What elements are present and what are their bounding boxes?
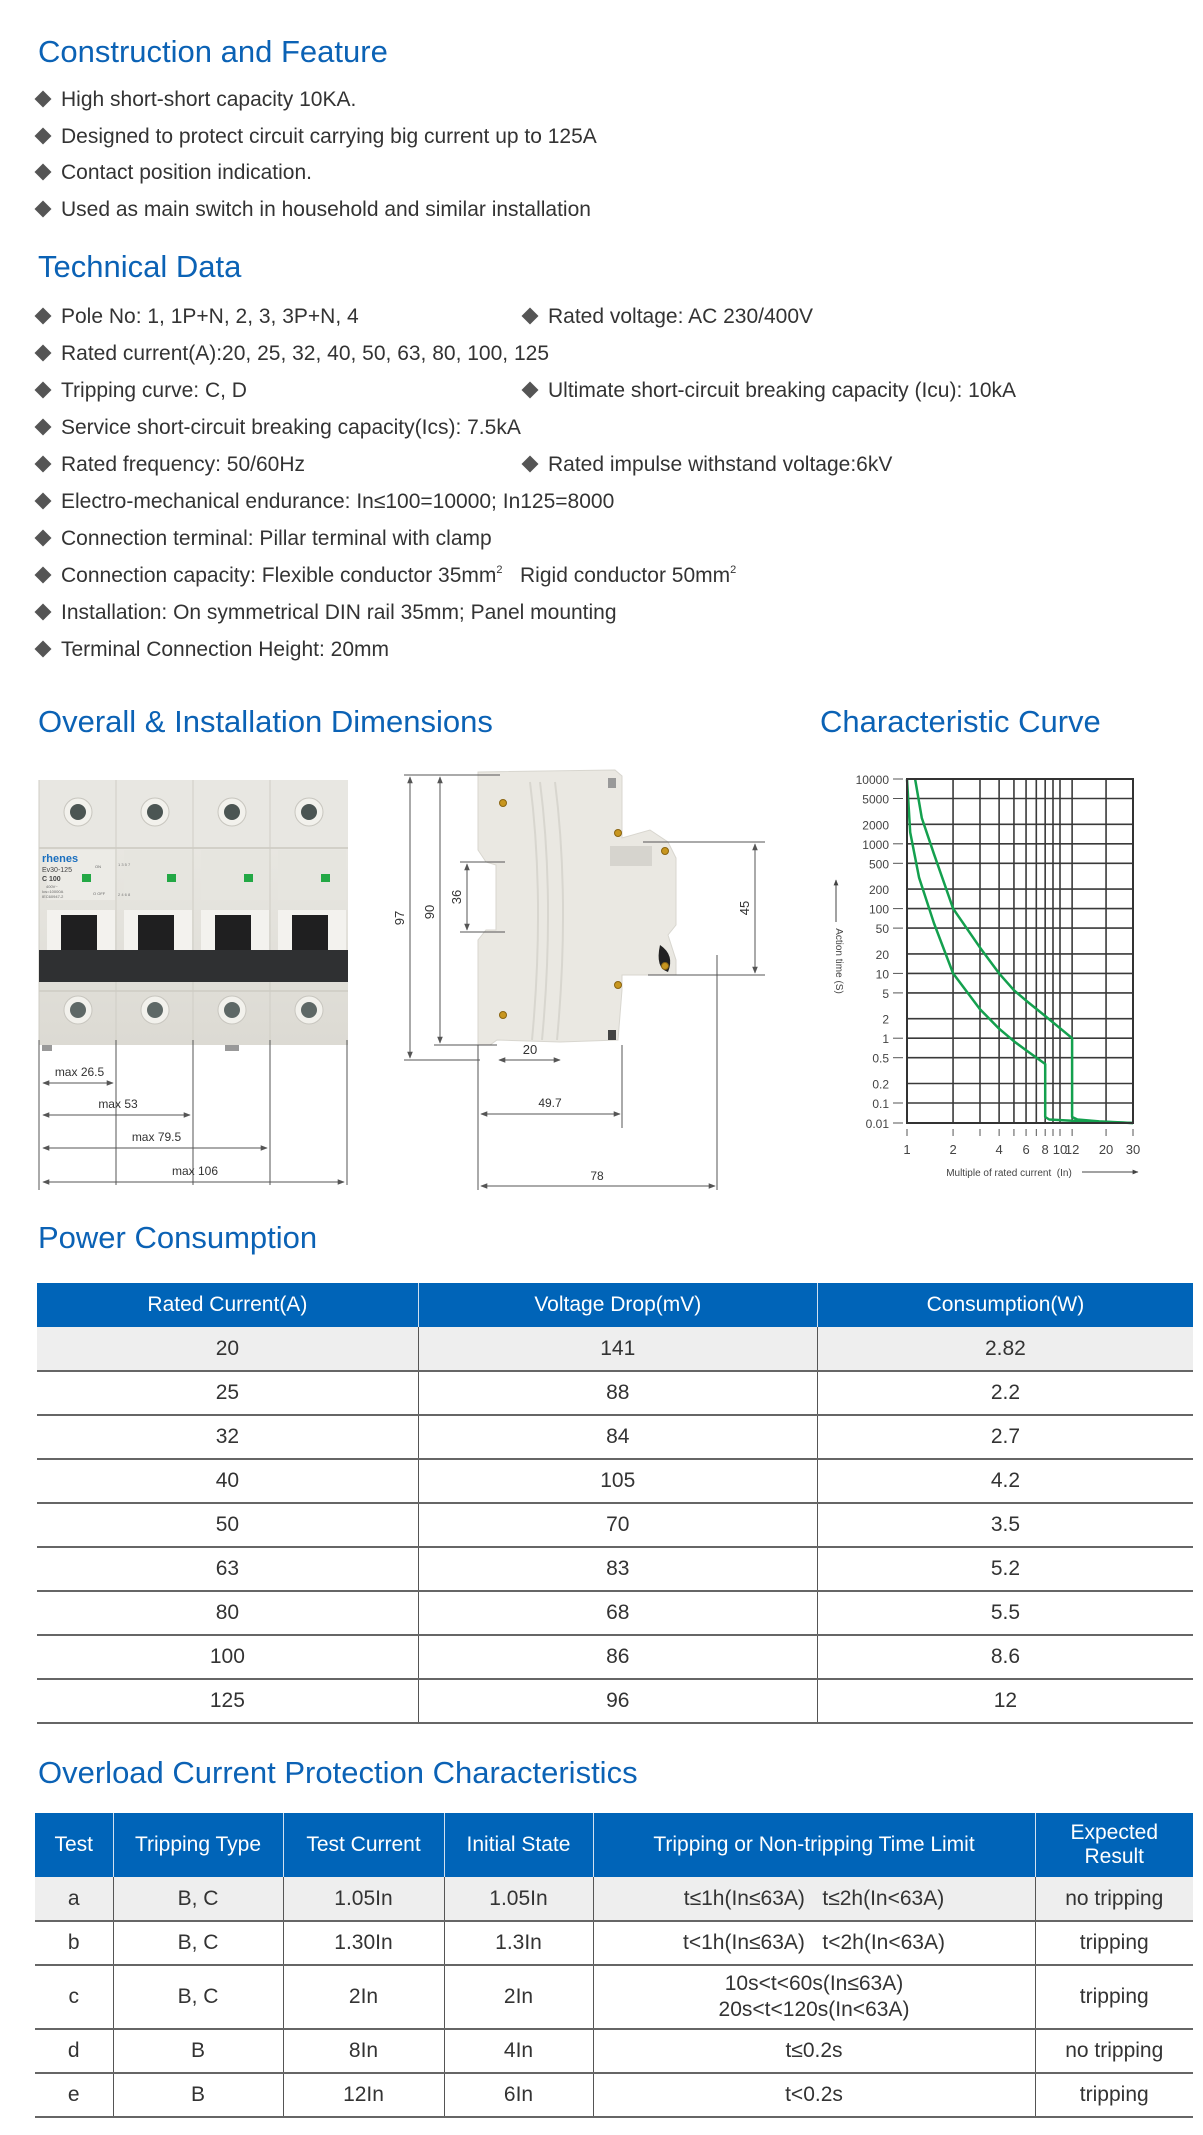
table-cell: 125	[37, 1679, 418, 1723]
diamond-bullet-icon	[35, 91, 52, 108]
tech-item	[34, 452, 305, 478]
diamond-bullet-icon	[35, 567, 52, 584]
table-row	[37, 1327, 1193, 1371]
table-row	[37, 1503, 1193, 1547]
bullet-text: Electro-mechanical endurance: In≤100=10000; In125=8000	[61, 490, 615, 513]
indicator-window	[167, 874, 176, 882]
y-tick-label: 1	[882, 1032, 889, 1047]
tech-item	[34, 637, 389, 663]
table-cell: 2.7	[817, 1415, 1193, 1459]
tech-item	[521, 378, 1016, 404]
table-cell: tripping	[1035, 1921, 1193, 1965]
y-tick-label: 50	[875, 922, 889, 937]
diamond-bullet-icon	[522, 382, 539, 399]
tech-item	[521, 452, 892, 478]
x-tick-label: 10	[1052, 1142, 1068, 1157]
column-header: Rated Current(A)	[37, 1283, 418, 1327]
x-tick-label: 12	[1064, 1142, 1080, 1157]
bullet-text: Rated frequency: 50/60Hz	[61, 453, 305, 476]
bullet-text: Pole No: 1, 1P+N, 2, 3, 3P+N, 4	[61, 305, 359, 328]
table-cell: 88	[418, 1371, 817, 1415]
table-cell: t<1h(In≤63A) t<2h(In<63A)	[593, 1921, 1035, 1965]
table-row	[37, 1371, 1193, 1415]
x-tick-label: 6	[1022, 1142, 1030, 1157]
table-row	[35, 1921, 1193, 1965]
tech-item	[34, 341, 549, 367]
characteristic-curve-chart	[780, 760, 1203, 1190]
label-panel	[278, 850, 346, 900]
table-cell: 4.2	[817, 1459, 1193, 1503]
voltage-label: 400V~	[46, 884, 58, 889]
dimension-label-90: 90	[422, 904, 437, 920]
feature-item	[34, 160, 312, 186]
bullet-text: Designed to protect circuit carrying big current up to 125A	[61, 125, 597, 148]
curve-title: Characteristic Curve	[820, 704, 1101, 739]
standard-label: IEC60947-2	[42, 894, 64, 899]
x-tick-label: 2	[949, 1142, 957, 1157]
table-row	[37, 1635, 1193, 1679]
table-row	[35, 2029, 1193, 2073]
table-cell: 100	[37, 1635, 418, 1679]
rating-label: C 100	[42, 876, 61, 883]
table-cell: 50	[37, 1503, 418, 1547]
y-tick-label: 200	[868, 883, 889, 898]
table-cell: 25	[37, 1371, 418, 1415]
x-tick-label: 4	[995, 1142, 1003, 1157]
y-tick-label: 10	[875, 967, 889, 982]
table-cell: 1.3In	[444, 1921, 593, 1965]
table-row	[37, 1415, 1193, 1459]
y-tick-label: 0.1	[872, 1097, 889, 1111]
y-tick-label: 20	[875, 947, 889, 962]
terminals-bottom-label: 2 4 6 8	[118, 892, 131, 897]
off-label: O OFF	[93, 891, 106, 896]
table-cell: e	[35, 2073, 113, 2117]
diamond-bullet-icon	[522, 308, 539, 325]
feature-item	[34, 124, 597, 150]
table-cell: 1.30In	[283, 1921, 444, 1965]
screw-icon	[70, 804, 86, 820]
table-cell: 70	[418, 1503, 817, 1547]
tech-item	[34, 378, 247, 404]
diamond-bullet-icon	[35, 128, 52, 145]
breaker-side-photo	[478, 770, 676, 1045]
table-cell: 2.2	[817, 1371, 1193, 1415]
screw-icon	[147, 804, 163, 820]
tech-item	[521, 304, 813, 330]
table-cell: 3.5	[817, 1503, 1193, 1547]
y-tick-label: 5000	[862, 792, 889, 807]
table-cell: 105	[418, 1459, 817, 1503]
model-label: Ev30-125	[42, 867, 72, 874]
toggle-bar	[39, 950, 348, 982]
brand-label: rhenes	[42, 853, 79, 865]
bullet-text: Connection capacity: Flexible conductor 35mm	[61, 564, 497, 587]
column-header: Consumption(W)	[817, 1283, 1193, 1327]
tech-item	[34, 304, 359, 330]
table-cell: 96	[418, 1679, 817, 1723]
table-cell: a	[35, 1877, 113, 1921]
x-tick-label: 30	[1125, 1142, 1141, 1157]
front-dimension-lines	[39, 1040, 347, 1190]
table-cell: B	[113, 2029, 283, 2073]
table-row	[35, 1877, 1193, 1921]
table-cell: 141	[418, 1327, 817, 1371]
column-header: Voltage Drop(mV)	[418, 1283, 817, 1327]
y-tick-label: 10000	[855, 773, 889, 787]
handle	[138, 915, 174, 953]
bullet-text: Service short-circuit breaking capacity(Ics): 7.5kA	[61, 416, 521, 439]
indicator-window	[321, 874, 330, 882]
bullet-text: Used as main switch in household and similar installation	[61, 198, 591, 221]
table-cell: 8In	[283, 2029, 444, 2073]
table-cell: 8.6	[817, 1635, 1193, 1679]
dimension-label: max 106	[171, 1164, 219, 1178]
diamond-bullet-icon	[35, 641, 52, 658]
feature-item	[34, 87, 356, 113]
table-cell: 12In	[283, 2073, 444, 2117]
feature-item	[34, 197, 591, 223]
y-tick-label: 1000	[862, 837, 889, 852]
curve-d	[915, 779, 1133, 1123]
indicator-window	[244, 874, 253, 882]
x-tick-label: 8	[1041, 1142, 1049, 1157]
screw-icon	[70, 1002, 86, 1018]
diamond-bullet-icon	[35, 382, 52, 399]
diamond-bullet-icon	[35, 164, 52, 181]
table-row	[37, 1459, 1193, 1503]
dimension-label-49-7: 49.7	[538, 1096, 562, 1110]
table-cell: 68	[418, 1591, 817, 1635]
label-panel	[201, 850, 269, 900]
construction-title: Construction and Feature	[38, 34, 388, 69]
table-cell: 84	[418, 1415, 817, 1459]
table-cell: 63	[37, 1547, 418, 1591]
table-row	[35, 2073, 1193, 2117]
y-tick-label: 2	[882, 1012, 889, 1027]
table-cell: 32	[37, 1415, 418, 1459]
table-cell: B	[113, 2073, 283, 2117]
x-tick-label: 1	[903, 1142, 911, 1157]
y-tick-label: 100	[868, 902, 889, 917]
power-consumption-table	[37, 1283, 1193, 1724]
dimension-label-97: 97	[392, 910, 407, 926]
screw-icon	[301, 804, 317, 820]
bullet-text: Rated voltage: AC 230/400V	[548, 305, 814, 328]
diamond-bullet-icon	[35, 419, 52, 436]
overload-title: Overload Current Protection Characteristics	[38, 1755, 638, 1790]
bullet-text: Rated impulse withstand voltage:6kV	[548, 453, 893, 476]
bullet-text: Connection terminal: Pillar terminal with clamp	[61, 527, 492, 550]
table-cell: 1.05In	[444, 1877, 593, 1921]
dimension-label-78: 78	[590, 1169, 604, 1183]
table-cell: 4In	[444, 2029, 593, 2073]
y-tick-label: 500	[868, 857, 889, 872]
diamond-bullet-icon	[35, 201, 52, 218]
curve-c	[907, 779, 1133, 1123]
diamond-bullet-icon	[35, 530, 52, 547]
plot-frame	[907, 779, 1133, 1123]
y-tick-label: 0.2	[872, 1077, 889, 1092]
y-tick-label: 2000	[862, 818, 889, 833]
table-cell: 12	[817, 1679, 1193, 1723]
bullet-text: Ultimate short-circuit breaking capacity (Icu): 10kA	[548, 379, 1016, 402]
table-cell: 80	[37, 1591, 418, 1635]
column-header: Initial State	[444, 1813, 593, 1877]
tech-item	[34, 526, 492, 552]
diamond-bullet-icon	[35, 604, 52, 621]
table-cell: no tripping	[1035, 1877, 1193, 1921]
screw-icon	[147, 1002, 163, 1018]
breaker-front-photo	[39, 780, 348, 1051]
table-row	[37, 1547, 1193, 1591]
table-cell: tripping	[1035, 2073, 1193, 2117]
dimension-label: max 26.5	[54, 1065, 105, 1079]
column-header: Expected Result	[1035, 1813, 1193, 1877]
dimension-label-36: 36	[449, 889, 464, 905]
diamond-bullet-icon	[35, 345, 52, 362]
terminals-top-label: 1 3 5 7	[118, 862, 131, 867]
dimension-label-20: 20	[522, 1042, 538, 1057]
side-view-drawing	[380, 760, 780, 1200]
screw-icon	[224, 1002, 240, 1018]
x-axis-label: Multiple of rated current (In)	[946, 1168, 1072, 1179]
table-cell: 6In	[444, 2073, 593, 2117]
column-header: Tripping or Non-tripping Time Limit	[593, 1813, 1035, 1877]
label-panel	[124, 850, 192, 900]
overload-protection-table	[35, 1813, 1193, 2118]
dimensions-title: Overall & Installation Dimensions	[38, 704, 493, 739]
table-cell: 86	[418, 1635, 817, 1679]
tech-item	[34, 415, 521, 441]
table-cell: 2In	[444, 1965, 593, 2029]
y-tick-label: 5	[882, 986, 889, 1001]
table-cell: 10s<t<60s(In≤63A) 20s<t<120s(In<63A)	[593, 1965, 1035, 2029]
screw-icon	[301, 1002, 317, 1018]
table-cell: 40	[37, 1459, 418, 1503]
column-header: Test	[35, 1813, 113, 1877]
bullet-text: Installation: On symmetrical DIN rail 35mm; Panel mounting	[61, 601, 617, 624]
x-tick-label: 20	[1098, 1142, 1114, 1157]
ics-label: Ics=10000A	[42, 889, 64, 894]
diamond-bullet-icon	[522, 456, 539, 473]
dimension-label: max 53	[98, 1097, 138, 1111]
table-cell: c	[35, 1965, 113, 2029]
y-axis-label: Action time (S)	[833, 928, 844, 994]
dimension-label: max 79.5	[131, 1130, 182, 1144]
handle	[292, 915, 328, 953]
table-cell: B, C	[113, 1965, 283, 2029]
front-view-drawing	[0, 760, 380, 1200]
screw-icon	[224, 804, 240, 820]
tech-item: Connection capacity: Flexible conductor $35mm^2$ Rigid conductor $50mm^2$	[34, 563, 736, 589]
dimension-label-45: 45	[737, 900, 752, 916]
table-cell: 1.05In	[283, 1877, 444, 1921]
diamond-bullet-icon	[35, 456, 52, 473]
bullet-text: Rated current(A):20, 25, 32, 40, 50, 63, 80, 100, 125	[61, 342, 549, 365]
table-cell: 5.5	[817, 1591, 1193, 1635]
table-cell: 2.82	[817, 1327, 1193, 1371]
table-cell: t≤0.2s	[593, 2029, 1035, 2073]
table-row	[37, 1591, 1193, 1635]
handle	[61, 915, 97, 953]
column-header: Tripping Type	[113, 1813, 283, 1877]
y-tick-label: 0.5	[872, 1051, 889, 1066]
table-cell: 83	[418, 1547, 817, 1591]
bullet-text: Terminal Connection Height: 20mm	[61, 638, 389, 661]
table-cell: d	[35, 2029, 113, 2073]
diamond-bullet-icon	[35, 308, 52, 325]
table-cell: no tripping	[1035, 2029, 1193, 2073]
table-cell: t<0.2s	[593, 2073, 1035, 2117]
handle	[215, 915, 251, 953]
power-title: Power Consumption	[38, 1220, 318, 1255]
table-cell: b	[35, 1921, 113, 1965]
table-row	[35, 1965, 1193, 2029]
table-cell: B, C	[113, 1877, 283, 1921]
table-cell: 20	[37, 1327, 418, 1371]
indicator-window	[82, 874, 91, 882]
diamond-bullet-icon	[35, 493, 52, 510]
bullet-text: Tripping curve: C, D	[61, 379, 247, 402]
on-label: ON	[95, 864, 101, 869]
bullet-text: Contact position indication.	[61, 161, 312, 184]
table-cell: B, C	[113, 1921, 283, 1965]
table-cell: tripping	[1035, 1965, 1193, 2029]
technical-title: Technical Data	[38, 249, 242, 284]
column-header: Test Current	[283, 1813, 444, 1877]
tech-item	[34, 600, 617, 626]
table-cell: 5.2	[817, 1547, 1193, 1591]
bullet-text: High short-short capacity 10KA.	[61, 88, 357, 111]
table-cell: t≤1h(In≤63A) t≤2h(In<63A)	[593, 1877, 1035, 1921]
tech-item	[34, 489, 614, 515]
table-cell: 2In	[283, 1965, 444, 2029]
y-tick-label: 0.01	[865, 1117, 889, 1131]
table-row	[37, 1679, 1193, 1723]
